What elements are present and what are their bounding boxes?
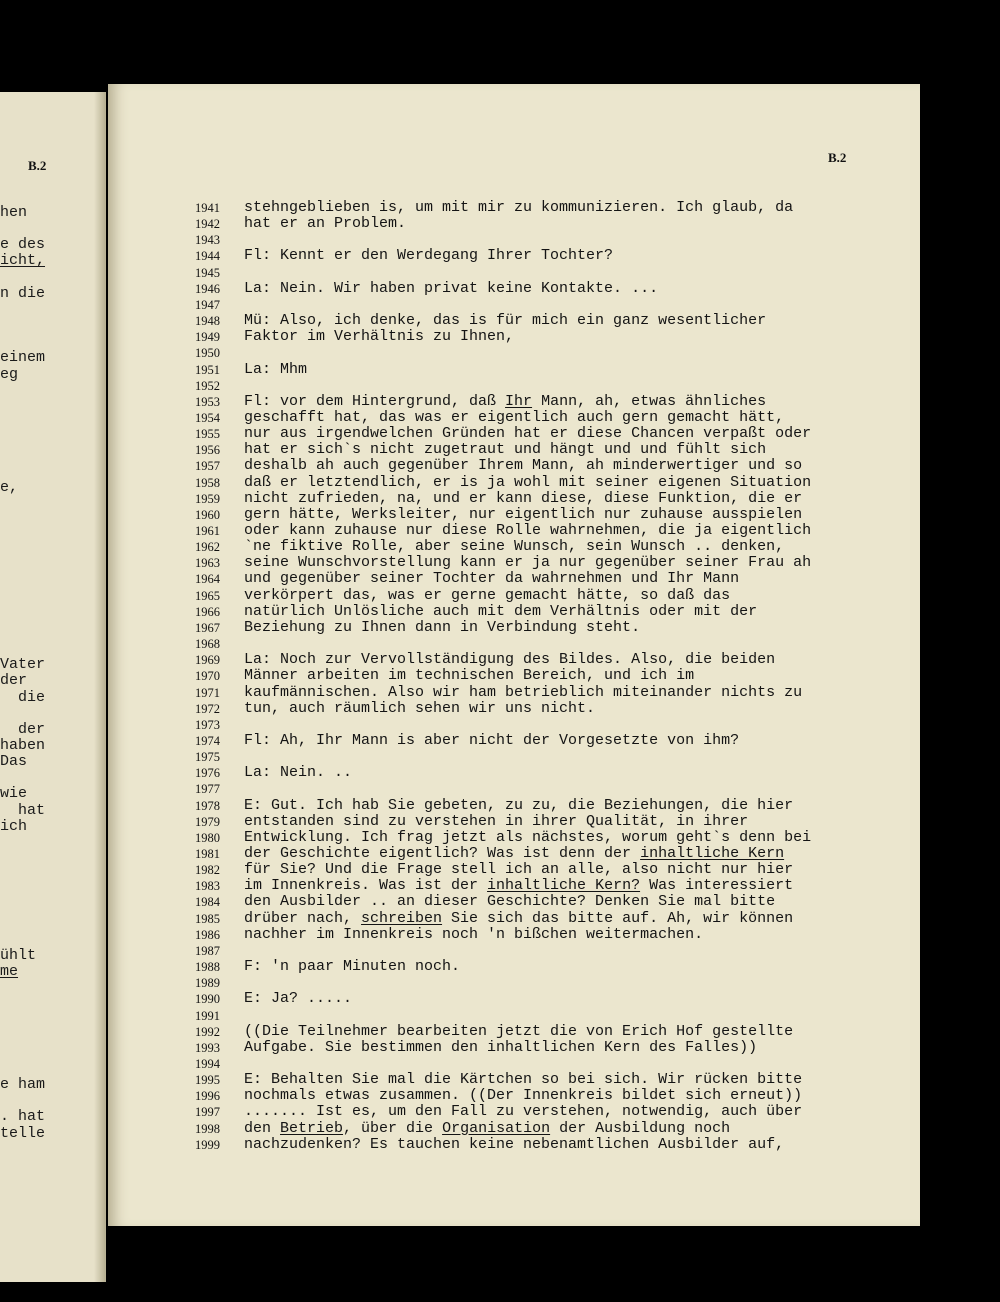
left-page-fragment: e ham: [0, 1076, 46, 1094]
line-number: 1951: [195, 362, 220, 377]
line-number: 1978: [195, 798, 220, 813]
underlined-text: Betrieb: [280, 1119, 344, 1137]
line-text: [244, 846, 784, 862]
line-number: 1955: [195, 427, 220, 442]
line-text: [244, 491, 802, 507]
text-run: nachher im Innenkreis noch 'n bißchen weitermachen.: [244, 925, 704, 943]
line-number: 1981: [195, 847, 220, 861]
line-number: 1967: [195, 620, 220, 635]
line-text: [244, 555, 811, 571]
text-run: La: Nein. ..: [244, 764, 353, 782]
left-page-fragment: einem: [0, 349, 46, 367]
text-run: F: 'n paar Minuten noch.: [244, 958, 461, 976]
left-page-gutter: [94, 92, 104, 1282]
left-page-fragment: me: [0, 963, 19, 981]
line-text: [244, 200, 793, 216]
line-text: [244, 313, 766, 329]
line-text: [244, 1104, 802, 1120]
text-run: Fl: Ah, Ihr Mann is aber nicht der Vorgesetzte von ihm?: [244, 731, 740, 749]
line-number: 1953: [195, 394, 220, 409]
line-number: 1944: [195, 249, 220, 264]
text-run: Fl: Kennt er den Werdegang Ihrer Tochter?: [244, 247, 614, 265]
line-text: [244, 394, 766, 410]
line-text: [244, 426, 811, 442]
text-run: ((Die Teilnehmer bearbeiten jetzt die von Erich Hof gestellte: [244, 1022, 794, 1040]
line-number: 1961: [195, 524, 220, 538]
text-run: den: [244, 1119, 281, 1137]
line-text: [244, 1121, 730, 1137]
line-text: [244, 458, 802, 474]
line-text: [244, 830, 811, 846]
line-text: [244, 1072, 802, 1088]
text-run: kaufmännischen. Also wir ham betrieblich miteinander nichts zu: [244, 683, 803, 701]
line-text: [244, 685, 802, 701]
text-run: La: Nein. Wir haben privat keine Kontakte. ...: [244, 279, 659, 297]
line-number: 1968: [195, 637, 220, 652]
text-run: La: Mhm: [244, 360, 308, 378]
line-text: [244, 765, 352, 781]
line-text: [244, 571, 739, 587]
text-run: `ne fiktive Rolle, aber seine Wunsch, sein Wunsch .. denken,: [244, 538, 785, 556]
line-number: 1970: [195, 669, 220, 684]
line-number: 1999: [195, 1137, 220, 1152]
line-number: 1984: [195, 895, 220, 910]
left-page-fragment: der: [0, 720, 46, 738]
line-text: [244, 862, 793, 878]
line-number: 1956: [195, 443, 220, 458]
text-run: Sie sich das bitte auf. Ah, wir können: [442, 909, 794, 927]
line-text: [244, 248, 613, 264]
line-number: 1966: [195, 604, 220, 619]
text-run: nur aus irgendwelchen Gründen hat er diese Chancen verpaßt oder: [244, 425, 812, 443]
underlined-text: schreiben: [361, 909, 443, 927]
text-run: , über die: [343, 1119, 443, 1137]
text-run: oder kann zuhause nur diese Rolle wahrnehmen, die ja eigentlich: [244, 522, 812, 539]
line-number: 1962: [195, 540, 220, 555]
line-number: 1988: [195, 960, 220, 975]
text-run: E: Gut. Ich hab Sie gebeten, zu zu, die Beziehungen, die hier: [244, 796, 794, 814]
text-run: ....... Ist es, um den Fall zu verstehen, notwendig, auch über: [244, 1103, 803, 1121]
text-run: tun, auch räumlich sehen wir uns nicht.: [244, 699, 596, 717]
line-number: 1992: [195, 1024, 220, 1039]
text-run: gern hätte, Werksleiter, nur eigentlich nur zuhause ausspielen: [244, 505, 803, 523]
line-number: 1994: [195, 1056, 220, 1071]
line-text: [244, 281, 658, 297]
line-number: 1974: [195, 733, 220, 748]
line-number: 1949: [195, 330, 220, 345]
line-number: 1987: [195, 943, 220, 958]
line-number: 1998: [195, 1121, 220, 1136]
line-text: [244, 507, 802, 523]
right-page: [108, 84, 920, 1226]
text-run: geschafft hat, das was er eigentlich auch gern gemacht hätt,: [244, 408, 785, 426]
line-number: 1946: [195, 281, 220, 296]
line-text: [244, 475, 811, 491]
line-text: [244, 894, 775, 910]
text-run: Aufgabe. Sie bestimmen den inhaltlichen Kern des Falles)): [244, 1038, 758, 1056]
line-number: 1995: [195, 1073, 220, 1088]
line-number: 1983: [195, 879, 220, 894]
left-page: [0, 92, 106, 1282]
line-text: [244, 1040, 757, 1056]
line-number: 1943: [195, 233, 220, 248]
text-run: drüber nach,: [244, 909, 362, 927]
left-page-fragment: . hat: [0, 1108, 46, 1126]
line-number: 1996: [195, 1089, 220, 1104]
line-number: 1979: [195, 814, 220, 829]
left-page-fragment: die: [0, 688, 46, 706]
line-number: 1952: [195, 378, 220, 393]
line-text: [244, 733, 739, 749]
line-text: [244, 523, 811, 539]
line-number: 1976: [195, 766, 220, 781]
line-text: [244, 442, 766, 458]
line-number: 1977: [195, 782, 220, 797]
line-number: 1945: [195, 265, 220, 280]
underlined-text: inhaltliche Kern: [640, 845, 785, 862]
text-run: Entwicklung. Ich frag jetzt als nächstes, worum geht`s denn bei: [244, 828, 812, 846]
left-page-fragment: n die: [0, 284, 46, 302]
text-run: und gegenüber seiner Tochter da wahrnehmen und Ihr Mann: [244, 570, 740, 588]
line-number: 1963: [195, 556, 220, 571]
line-number: 1990: [195, 992, 220, 1007]
text-run: Beziehung zu Ihnen dann in Verbindung steht.: [244, 618, 641, 636]
text-run: natürlich Unlösliche auch mit dem Verhältnis oder mit der: [244, 602, 758, 620]
left-page-fragment: Das: [0, 753, 28, 771]
text-run: entstanden sind zu verstehen in ihrer Qualität, in ihrer: [244, 812, 749, 830]
line-number: 1969: [195, 653, 220, 668]
line-number: 1973: [195, 717, 220, 732]
underlined-text: Ihr: [505, 392, 533, 410]
line-text: [244, 959, 460, 975]
line-text: [244, 1024, 793, 1040]
line-number: 1989: [195, 976, 220, 991]
line-number: 1975: [195, 750, 220, 765]
line-text: [244, 927, 703, 943]
text-run: im Innenkreis. Was ist der: [244, 877, 488, 895]
text-run: Was interessiert: [640, 877, 794, 895]
line-number: 1947: [195, 297, 220, 312]
line-number: 1985: [195, 911, 220, 926]
text-run: Männer arbeiten im technischen Bereich, und ich im: [244, 667, 695, 685]
line-text: [244, 216, 406, 232]
line-text: [244, 410, 784, 426]
line-text: [244, 991, 352, 1007]
left-page-fragment: wie: [0, 785, 28, 803]
line-number: 1948: [195, 314, 220, 329]
left-page-fragment: eg: [0, 365, 19, 383]
line-number: 1971: [195, 685, 220, 700]
left-page-fragment: ich: [0, 817, 28, 835]
text-run: hat er an Problem.: [244, 215, 407, 233]
left-page-fragment: der: [0, 672, 28, 690]
line-text: [244, 620, 640, 636]
line-number: 1982: [195, 863, 220, 878]
text-run: Faktor im Verhältnis zu Ihnen,: [244, 328, 515, 346]
right-section-label: B.2: [828, 150, 847, 165]
line-text: [244, 668, 694, 684]
text-run: nochmals etwas zusammen. ((Der Innenkreis bildet sich erneut)): [244, 1087, 803, 1105]
text-run: nachzudenken? Es tauchen keine nebenamtlichen Ausbilder auf,: [244, 1135, 785, 1153]
left-page-fragment: e,: [0, 478, 19, 496]
line-number: 1950: [195, 346, 220, 361]
line-number: 1959: [195, 491, 220, 506]
line-text: [244, 701, 595, 717]
left-page-fragment: icht,: [0, 252, 46, 270]
left-page-fragment: hat: [0, 801, 46, 819]
text-run: deshalb ah auch gegenüber Ihrem Mann, ah minderwertiger und so: [244, 457, 803, 475]
line-number: 1972: [195, 701, 220, 716]
underlined-text: inhaltliche Kern?: [487, 877, 641, 895]
line-number: 1964: [195, 572, 220, 587]
line-number: 1986: [195, 927, 220, 942]
line-number: 1941: [195, 201, 220, 215]
left-page-fragment: Vater: [0, 656, 46, 674]
line-text: [244, 652, 775, 668]
line-number: 1993: [195, 1040, 220, 1055]
line-text: [244, 604, 757, 620]
left-page-fragment: hen: [0, 204, 28, 221]
text-run: La: Noch zur Vervollständigung des Bildes. Also, die beiden: [244, 651, 776, 669]
text-run: Mü: Also, ich denke, das is für mich ein ganz wesentlicher: [244, 312, 767, 330]
line-text: [244, 329, 514, 345]
line-number: 1957: [195, 459, 220, 474]
line-text: [244, 362, 307, 378]
line-text: [244, 878, 793, 894]
text-run: stehngeblieben is, um mit mir zu kommunizieren. Ich glaub, da: [244, 199, 794, 216]
line-number: 1997: [195, 1105, 220, 1120]
text-run: der Ausbildung noch: [550, 1119, 731, 1137]
line-number: 1954: [195, 410, 220, 425]
line-number: 1965: [195, 588, 220, 603]
line-text: [244, 588, 730, 604]
text-run: Fl: vor dem Hintergrund, daß: [244, 392, 506, 410]
line-number: 1958: [195, 475, 220, 490]
left-page-fragment: haben: [0, 736, 46, 754]
text-run: hat er sich`s nicht zugetraut und hängt und und fühlt sich: [244, 441, 767, 459]
line-text: [244, 1088, 802, 1104]
line-number: 1980: [195, 830, 220, 845]
text-run: für Sie? Und die Frage stell ich an alle, also nicht nur hier: [244, 861, 794, 879]
underlined-text: Organisation: [442, 1119, 551, 1137]
line-text: [244, 911, 793, 927]
line-number: 1991: [195, 1008, 220, 1023]
text-run: verkörpert das, was er gerne gemacht hätte, so daß das: [244, 586, 731, 604]
line-text: [244, 539, 784, 555]
text-run: daß er letztendlich, er is ja wohl mit seiner eigenen Situation: [244, 473, 812, 491]
left-page-fragment: ühlt: [0, 946, 37, 964]
text-run: E: Behalten Sie mal die Kärtchen so bei sich. Wir rücken bitte: [244, 1071, 803, 1089]
left-section-label: B.2: [28, 158, 47, 173]
text-run: Mann, ah, etwas ähnliches: [532, 392, 767, 410]
left-page-fragment: telle: [0, 1124, 46, 1142]
left-page-fragment: e des: [0, 236, 46, 254]
line-text: [244, 814, 748, 830]
line-text: [244, 798, 793, 814]
text-run: E: Ja? .....: [244, 990, 353, 1008]
line-text: [244, 1137, 784, 1153]
text-run: den Ausbilder .. an dieser Geschichte? Denken Sie mal bitte: [244, 893, 776, 911]
text-run: der Geschichte eigentlich? Was ist denn der: [244, 845, 641, 862]
text-run: nicht zufrieden, na, und er kann diese, diese Funktion, die er: [244, 489, 803, 507]
text-run: seine Wunschvorstellung kann er ja nur gegenüber seiner Frau ah: [244, 554, 812, 572]
line-number: 1960: [195, 507, 220, 522]
line-number: 1942: [195, 217, 220, 232]
